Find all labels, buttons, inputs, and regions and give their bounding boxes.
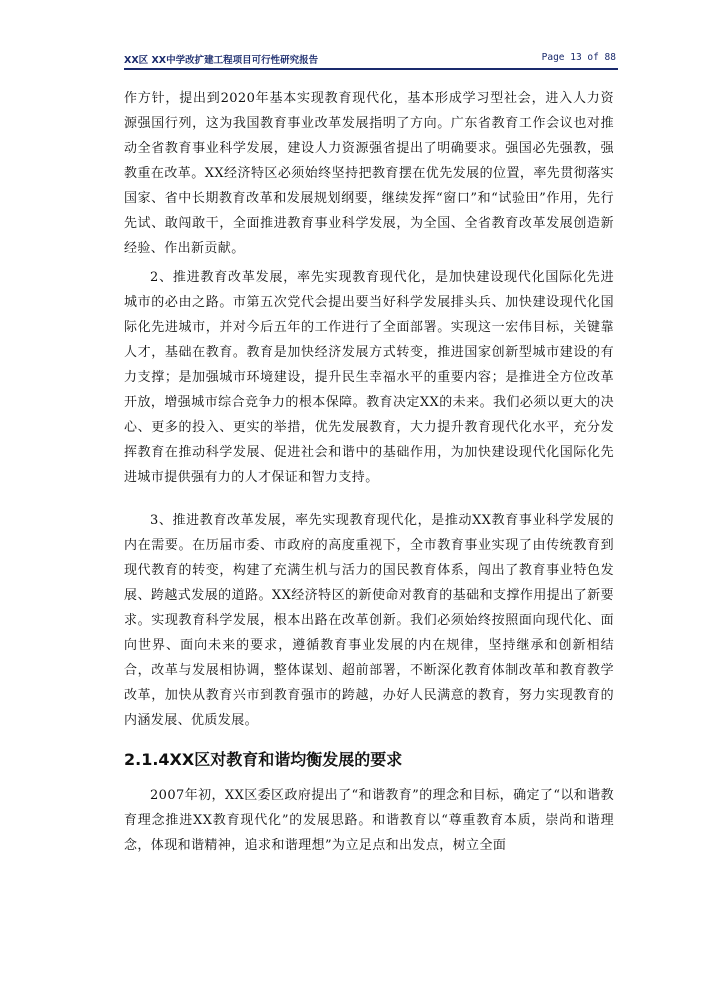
paragraph-harmonious-education: 2007年初，XX区委区政府提出了“和谐教育”的理念和目标，确定了“以和谐教育理念推进XX教育现代化”的发展思路。和谐教育以“尊重教育本质，崇尚和谐理念，体现和谐精神，追求和谐理想”为立足点和出发点，树立全面 (124, 788, 614, 853)
section-heading: 2.1.4XX区对教育和谐均衡发展的要求 (124, 750, 403, 769)
document-title: XX区 XX中学改扩建工程项目可行性研究报告 (124, 55, 319, 66)
document-body (124, 86, 614, 858)
paragraph-point-2: 2、推进教育改革发展，率先实现教育现代化，是加快建设现代化国际化先进城市的必由之路。市第五次党代会提出要当好科学发展排头兵、加快建设现代化国际化先进城市，并对今后五年的工作进行了全面部署。实现这一宏伟目标，关键靠人才，基础在教育。教育是加快经济发展方式转变，推进国家创新型城市建设的有力支撑；是加强城市环境建设，提升民生幸福水平的重要内容；是推进全方位改革开放，增强城市综合竞争力的根本保障。教育决定XX的未来。我们必须以更大的决心、更多的投入、更实的举措，优先发展教育，大力提升教育现代化水平，充分发挥教育在推动科学发展、促进社会和谐中的基础作用，为加快建设现代化国际化先进城市提供强有力的人才保证和智力支持。 (124, 270, 614, 485)
paragraph-point-3: 3、推进教育改革发展，率先实现教育现代化，是推动XX教育事业科学发展的内在需要。在历届市委、市政府的高度重视下，全市教育事业实现了由传统教育到现代教育的转变，构建了充满生机与活力的国民教育体系，闯出了教育事业特色发展、跨越式发展的道路。XX经济特区的新使命对教育的基础和支撑作用提出了新要求。实现教育科学发展，根本出路在改革创新。我们必须始终按照面向现代化、面向世界、面向未来的要求，遵循教育事业发展的内在规律，坚持继承和创新相结合，改革与发展相协调，整体谋划、超前部署，不断深化教育体制改革和教育教学改革，加快从教育兴市到教育强市的跨越，办好人民满意的教育，努力实现教育的内涵发展、优质发展。 (124, 513, 614, 728)
page-number: Page 13 of 88 (541, 52, 616, 63)
page-header (124, 48, 618, 70)
paragraph-continuation: 作方针，提出到2020年基本实现教育现代化，基本形成学习型社会，进入人力资源强国行列，这为我国教育事业改革发展指明了方向。广东省教育工作会议也对推动全省教育事业科学发展，建设人力资源强省提出了明确要求。强国必先强教，强教重在改革。XX经济特区必须始终坚持把教育摆在优先发展的位置，率先贯彻落实国家、省中长期教育改革和发展规划纲要，继续发挥“窗口”和“试验田”作用，先行先试、敢闯敢干，全面推进教育事业科学发展，为全国、全省教育改革发展创造新经验、作出新贡献。 (124, 91, 614, 256)
